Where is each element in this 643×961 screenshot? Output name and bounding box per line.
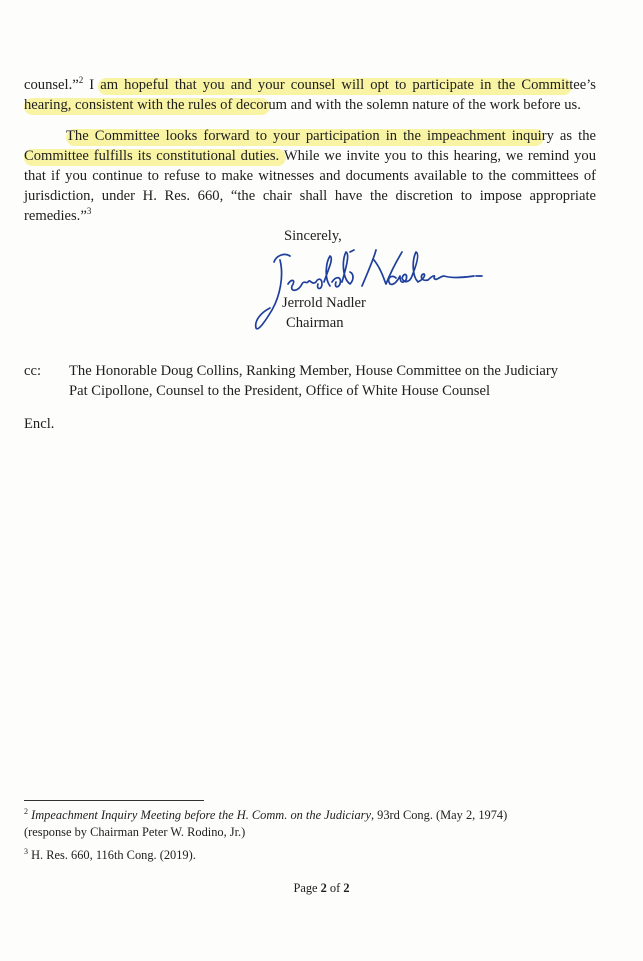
page-middle: of bbox=[326, 881, 344, 895]
cc-recipient: Pat Cipollone, Counsel to the President, Office of White House Counsel bbox=[69, 383, 491, 399]
footnote-text: H. Res. 660, 116th Cong. (2019). bbox=[31, 848, 196, 862]
footnote-ref[interactable]: 3 bbox=[86, 206, 92, 217]
footnote-3 bbox=[24, 847, 584, 864]
footnote-divider bbox=[24, 800, 204, 801]
signer bbox=[282, 293, 366, 333]
footnote-citation-line2: (response by Chairman Peter W. Rodino, Jr.) bbox=[24, 825, 246, 839]
page-number bbox=[0, 881, 643, 896]
footnote-number: 2 bbox=[24, 806, 28, 816]
paragraph-hearing bbox=[24, 75, 596, 115]
page-prefix: Page bbox=[293, 881, 321, 895]
footnote-citation: , 93rd Cong. (May 2, 1974) bbox=[370, 808, 508, 822]
enclosure-note: Encl. bbox=[24, 416, 55, 432]
footnotes bbox=[24, 807, 584, 870]
footnote-title: Impeachment Inquiry Meeting before the H. Comm. on the Judiciary bbox=[31, 808, 371, 822]
current-page: 2 bbox=[320, 881, 327, 895]
signature-block bbox=[250, 226, 530, 336]
closing: Sincerely, bbox=[284, 228, 342, 244]
cc-recipients bbox=[69, 361, 599, 401]
footnote-number: 3 bbox=[24, 846, 28, 856]
paragraph-participation bbox=[24, 126, 596, 226]
para1-text: I am hopeful that you and your counsel will opt to participate in the Committee’s hearing, consistent with the rules of decorum and with the solemn nature of the work before us. bbox=[24, 77, 596, 113]
para1-prefix: counsel.” bbox=[24, 77, 79, 93]
para2-text: The Committee looks forward to your participation in the impeachment inquiry as the Committee fulfills its constitutional duties. While we invite you to this hearing, we remind you that if you continue to refuse to make witnesses and documents available to the committees of jurisdiction, under H. Res. 660, “the chair shall have the discretion to impose appropriate remedies.” bbox=[24, 128, 596, 224]
cc-label: cc: bbox=[24, 363, 42, 379]
signer-name: Jerrold Nadler bbox=[282, 295, 366, 311]
cc-recipient: The Honorable Doug Collins, Ranking Member, House Committee on the Judiciary bbox=[69, 363, 559, 379]
signer-title: Chairman bbox=[286, 315, 344, 331]
footnote-ref[interactable]: 2 bbox=[78, 75, 84, 86]
footnote-2 bbox=[24, 807, 584, 841]
total-pages: 2 bbox=[343, 881, 350, 895]
